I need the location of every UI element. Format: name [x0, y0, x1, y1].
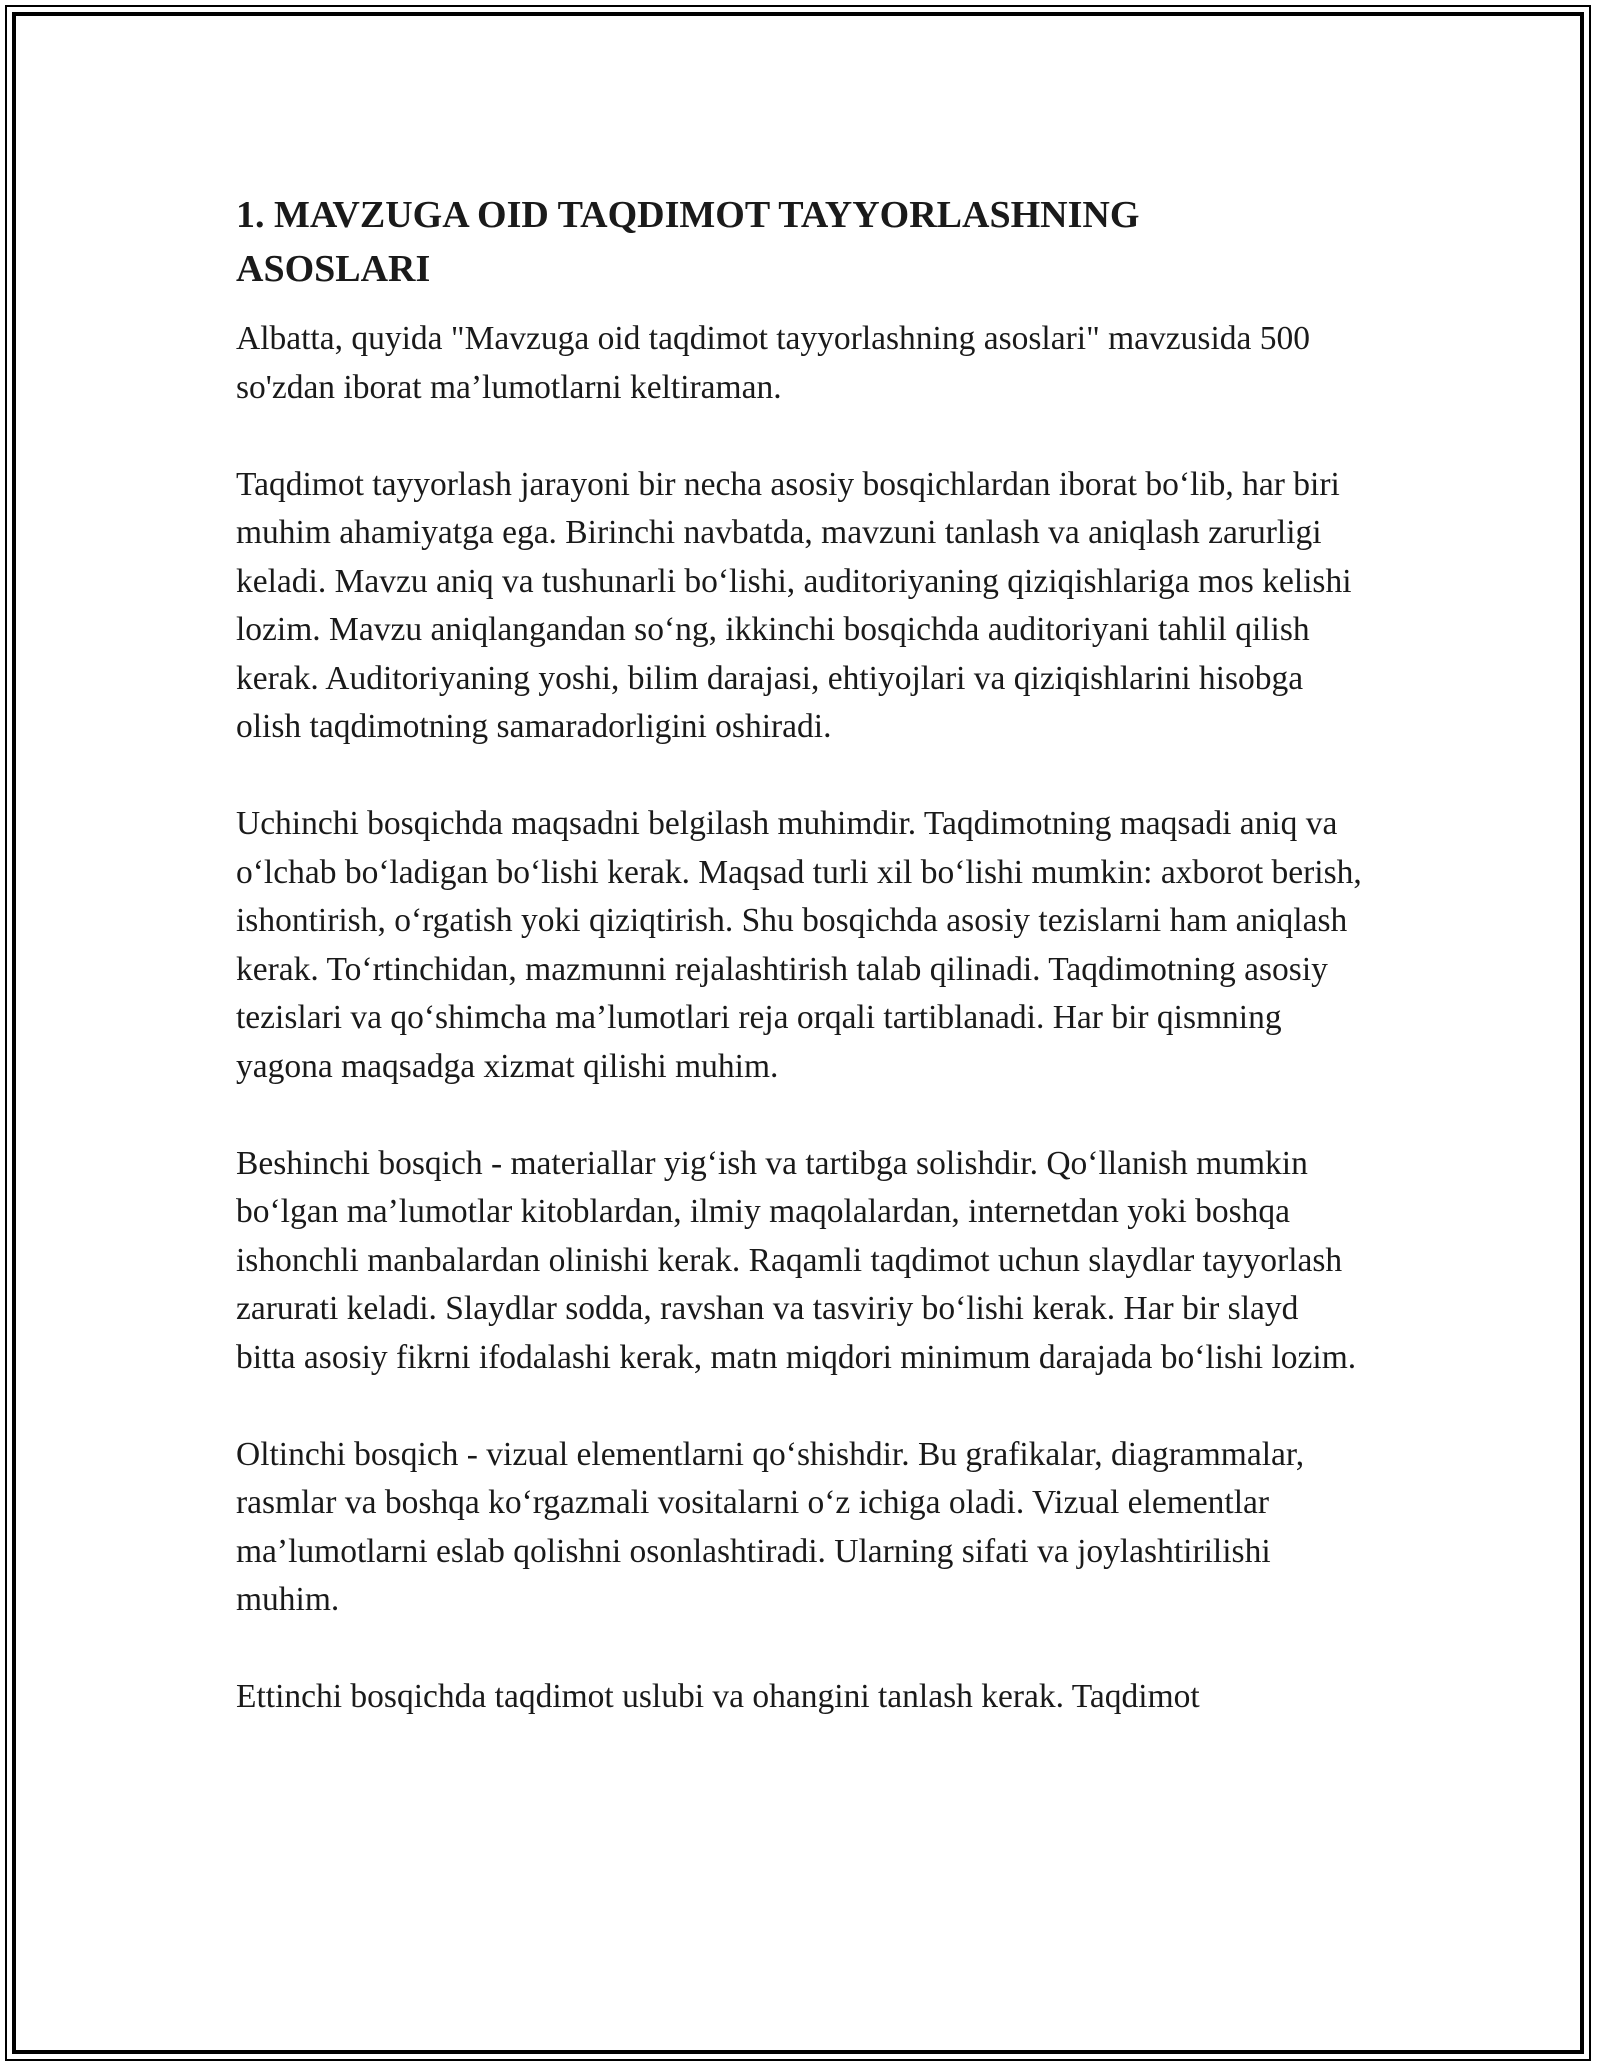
document-heading: 1. MAVZUGA OID TAQDIMOT TAYYORLASHNING ASOSLARI	[236, 194, 1140, 290]
paragraph-visuals: Oltinchi bosqich - vizual elementlarni qo‘shishdir. Bu grafikalar, diagrammalar, rasmlar va boshqa ko‘rgazmali vositalarni o‘z ichiga oladi. Vizual elementlar ma’lumotlarni eslab qolishni osonlashtiradi. Ularning sifati va joylashtirilishi muhim.	[236, 1435, 1305, 1618]
paragraph-intro: Albatta, quyida "Mavzuga oid taqdimot tayyorlashning asoslari" mavzusida 500 so'zdan iborat ma’lumotlarni keltiraman.	[236, 320, 1310, 406]
paragraph-process-overview: Taqdimot tayyorlash jarayoni bir necha asosiy bosqichlardan iborat bo‘lib, har biri muhim ahamiyatga ega. Birinchi navbatda, mavzuni tanlash va aniqlash zarurligi keladi. Mavzu aniq va tushunarli bo‘lishi, auditoriyaning qiziqishlariga mos kelishi lozim. Mavzu aniqlangandan so‘ng, ikkinchi bosqichda auditoriyani tahlil qilish kerak. Auditoriyaning yoshi, bilim darajasi, ehtiyojlari va qiziqishlarini hisobga olish taqdimotning samaradorligini oshiradi.	[236, 465, 1352, 745]
document-body	[236, 188, 1366, 1722]
paragraph-style: Ettinchi bosqichda taqdimot uslubi va ohangini tanlash kerak. Taqdimot	[236, 1678, 1200, 1715]
paragraph-goal-setting: Uchinchi bosqichda maqsadni belgilash muhimdir. Taqdimotning maqsadi aniq va o‘lchab bo‘ladigan bo‘lishi kerak. Maqsad turli xil bo‘lishi mumkin: axborot berish, ishontirish, o‘rgatish yoki qiziqtirish. Shu bosqichda asosiy tezislarni ham aniqlash kerak. To‘rtinchidan, mazmunni rejalashtirish talab qilinadi. Taqdimotning asosiy tezislari va qo‘shimcha ma’lumotlari reja orqali tartiblanadi. Har bir qismning yagona maqsadga xizmat qilishi muhim.	[236, 805, 1362, 1085]
paragraph-materials: Beshinchi bosqich - materiallar yig‘ish va tartibga solishdir. Qo‘llanish mumkin bo‘lgan ma’lumotlar kitoblardan, ilmiy maqolalardan, internetdan yoki boshqa ishonchli manbalardan olinishi kerak. Raqamli taqdimot uchun slaydlar tayyorlash zarurati keladi. Slaydlar sodda, ravshan va tasviriy bo‘lishi kerak. Har bir slayd bitta asosiy fikrni ifodalashi kerak, matn miqdori minimum darajada bo‘lishi lozim.	[236, 1144, 1357, 1376]
